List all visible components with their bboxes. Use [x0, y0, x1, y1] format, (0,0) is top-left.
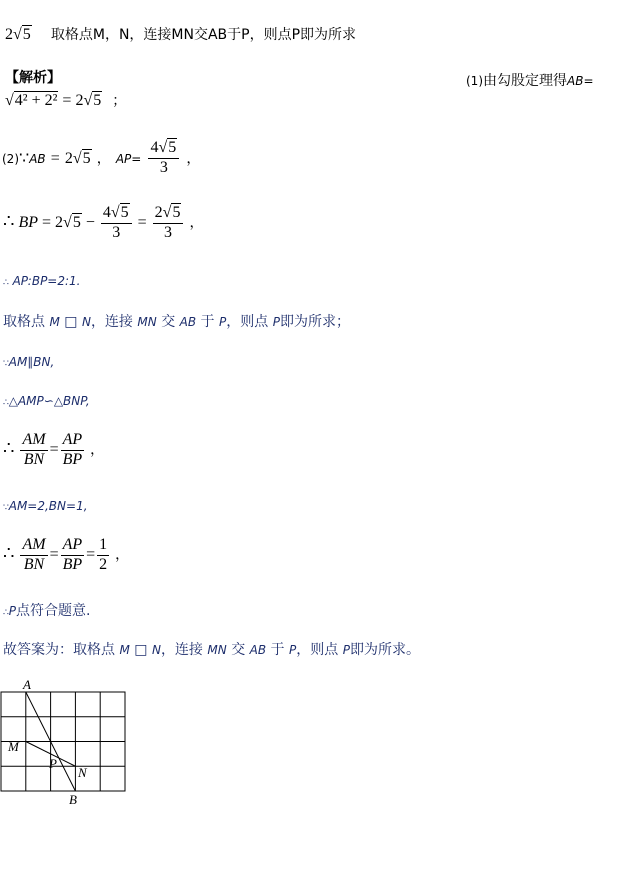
- bp-f1-num-sqrt: √5: [110, 204, 129, 221]
- method-f: 即为所求；: [279, 314, 350, 330]
- parallel-text: AM∥BN,: [8, 355, 55, 369]
- answer-a: 故答案为：取格点: [3, 642, 115, 658]
- values-line: [3, 499, 88, 513]
- bp-minus: −: [85, 213, 95, 231]
- analysis-header: 【解析】: [5, 70, 61, 86]
- answer-ab: AB: [249, 643, 267, 657]
- prop2-fraction-3: [97, 537, 109, 574]
- part2-ab-var: AB: [29, 151, 46, 166]
- bp-therefore: ∴: [3, 210, 15, 231]
- method-box: □: [64, 314, 78, 330]
- method-d: 于: [200, 314, 215, 330]
- bp-eq1: =: [42, 213, 52, 231]
- prop-tail: ，: [90, 441, 105, 458]
- bp-lhs: BP: [18, 213, 38, 231]
- prop-f2-denominator: BP: [62, 450, 83, 468]
- parallel-because: ∵: [3, 359, 9, 369]
- answer-f: 即为所求。: [349, 642, 420, 658]
- bp-f1-numerator: [101, 205, 132, 224]
- bp-fraction-1: [101, 205, 132, 242]
- prop2-fraction-1: [20, 537, 47, 574]
- values-text: AM=2,BN=1,: [8, 499, 88, 513]
- bp-radicand: 5: [72, 213, 81, 231]
- prop2-f2-denominator: BP: [62, 555, 83, 573]
- answer-box: □: [134, 642, 148, 658]
- answer-n: N: [151, 643, 161, 657]
- grid-lines: [1, 692, 125, 791]
- parallel-line: [3, 355, 54, 369]
- part1-ab-var: AB: [567, 74, 584, 88]
- part2-ap-num-coef: 4: [150, 139, 159, 156]
- part2-label: (2): [2, 151, 19, 166]
- top-radicand: 5: [22, 26, 31, 43]
- bp-f2-denominator: 3: [164, 223, 173, 241]
- part1-sqrt-expr: 4² + 2²: [14, 92, 58, 109]
- answer-line: [3, 639, 420, 659]
- prop2-f3-denominator: 2: [99, 555, 108, 573]
- bp-f2-num-radicand: 5: [172, 204, 181, 221]
- label-b: B: [69, 792, 77, 807]
- method-p2: P: [272, 315, 280, 329]
- part2-ab-sqrt: √5: [72, 149, 91, 167]
- part1-sqrt: √4² + 2²: [5, 92, 58, 109]
- label-p: P: [49, 756, 57, 771]
- part2-ap-var: AP: [115, 151, 132, 166]
- method-mn: MN: [137, 315, 157, 329]
- prop-f1-denominator: BN: [23, 450, 45, 468]
- top-line: [5, 24, 356, 44]
- method-m: M: [49, 315, 60, 329]
- part2-ap-fraction: [148, 140, 179, 177]
- prop-eq: =: [49, 440, 59, 458]
- prop2-f1-denominator: BN: [23, 555, 45, 573]
- bp-coef: 2: [55, 213, 64, 231]
- similar-therefore: ∴: [3, 398, 9, 408]
- part2-ab-radicand: 5: [82, 149, 91, 167]
- top-sqrt: √5: [13, 26, 31, 43]
- part2-eq: =: [50, 149, 60, 167]
- part1-radicand: 5: [93, 92, 102, 109]
- method-ab: AB: [179, 315, 197, 329]
- part2-ap-num-sqrt: √5: [158, 139, 177, 156]
- answer-m: M: [119, 643, 130, 657]
- ratio-line: [3, 274, 81, 288]
- prop2-eq1: =: [49, 545, 59, 563]
- method-n: N: [81, 315, 91, 329]
- conclusion-text: 点符合题意.: [15, 603, 91, 619]
- prop2-therefore: ∴: [3, 542, 15, 563]
- label-m: M: [8, 739, 19, 754]
- bp-sqrt: √5: [63, 213, 81, 231]
- similar-line: [3, 394, 90, 408]
- bp-f2-num-coef: 2: [154, 204, 163, 221]
- ratio-text: AP:BP=2:1.: [12, 274, 81, 288]
- method-b: ，连接: [90, 314, 133, 330]
- bp-line: [3, 205, 203, 242]
- part2-ab-coef: 2: [64, 149, 73, 167]
- values-because: ∵: [3, 503, 9, 513]
- bp-f1-num-coef: 4: [102, 204, 111, 221]
- bp-f1-denominator: 3: [112, 223, 121, 241]
- answer-c: 交: [231, 642, 246, 658]
- method-p: P: [219, 315, 227, 329]
- conclusion-line: [3, 600, 90, 620]
- part1-eq: =: [583, 74, 594, 88]
- prop-fraction-2: [61, 432, 85, 469]
- part1-coef: 2: [75, 92, 84, 109]
- prop2-tail: ，: [115, 546, 130, 563]
- part2-line: [2, 140, 200, 177]
- prop2-f2-numerator: AP: [61, 537, 85, 556]
- label-a: A: [23, 678, 31, 692]
- answer-p: P: [289, 643, 297, 657]
- part1-expression: [5, 90, 126, 110]
- answer-d: 于: [270, 642, 285, 658]
- method-e: ，则点: [226, 314, 269, 330]
- part1-result-sqrt: √5: [83, 92, 102, 109]
- method-a: 取格点: [3, 314, 45, 330]
- bp-f2-numerator: [153, 205, 184, 224]
- bp-f1-num-radicand: 5: [120, 204, 129, 221]
- answer-mn: MN: [207, 643, 227, 657]
- bp-tail: ，: [189, 214, 204, 231]
- answer-p2: P: [342, 643, 350, 657]
- part2-ap-eq: =: [131, 151, 142, 166]
- prop-f1-numerator: AM: [20, 432, 47, 451]
- prop-fraction-1: [20, 432, 47, 469]
- answer-b: ，连接: [160, 642, 203, 658]
- part2-ap-numerator: [148, 140, 179, 159]
- similar-text: △AMP∽△BNP,: [8, 394, 90, 408]
- bp-eq2: =: [137, 213, 147, 231]
- answer-e: ，则点: [296, 642, 339, 658]
- ratio-therefore: ∴: [3, 278, 9, 288]
- part1-text: 由勾股定理得: [483, 73, 567, 89]
- part1-label: (1): [466, 74, 483, 88]
- part2-tail: ，: [186, 150, 201, 167]
- conclusion-therefore: ∴: [3, 608, 9, 618]
- prop-f2-numerator: AP: [61, 432, 85, 451]
- part2-because: ∵: [19, 149, 30, 167]
- prop2-fraction-2: [61, 537, 85, 574]
- prop-therefore: ∴: [3, 437, 15, 458]
- top-text: 取格点M，N，连接MN交AB于P，则点P即为所求: [50, 27, 357, 43]
- label-n: N: [78, 765, 87, 780]
- prop2-f1-numerator: AM: [20, 537, 47, 556]
- conclusion-p: P: [8, 604, 16, 618]
- top-coef: 2: [5, 26, 13, 43]
- prop2-line: [3, 537, 129, 574]
- grid-figure: [0, 678, 140, 808]
- method-line: [3, 311, 350, 331]
- method-c: 交: [161, 314, 176, 330]
- part1-label-line: [466, 70, 594, 90]
- part2-sep: ，: [96, 150, 111, 167]
- prop2-f3-numerator: 1: [97, 537, 109, 556]
- part2-ap-num-radicand: 5: [168, 139, 177, 156]
- prop2-eq2: =: [86, 545, 96, 563]
- part2-ap-denominator: 3: [159, 158, 168, 176]
- bp-fraction-2: [153, 205, 184, 242]
- bp-f2-num-sqrt: √5: [162, 204, 181, 221]
- prop-line: [3, 432, 104, 469]
- part1-tail: ；: [112, 93, 127, 109]
- part1-equals: =: [62, 92, 72, 109]
